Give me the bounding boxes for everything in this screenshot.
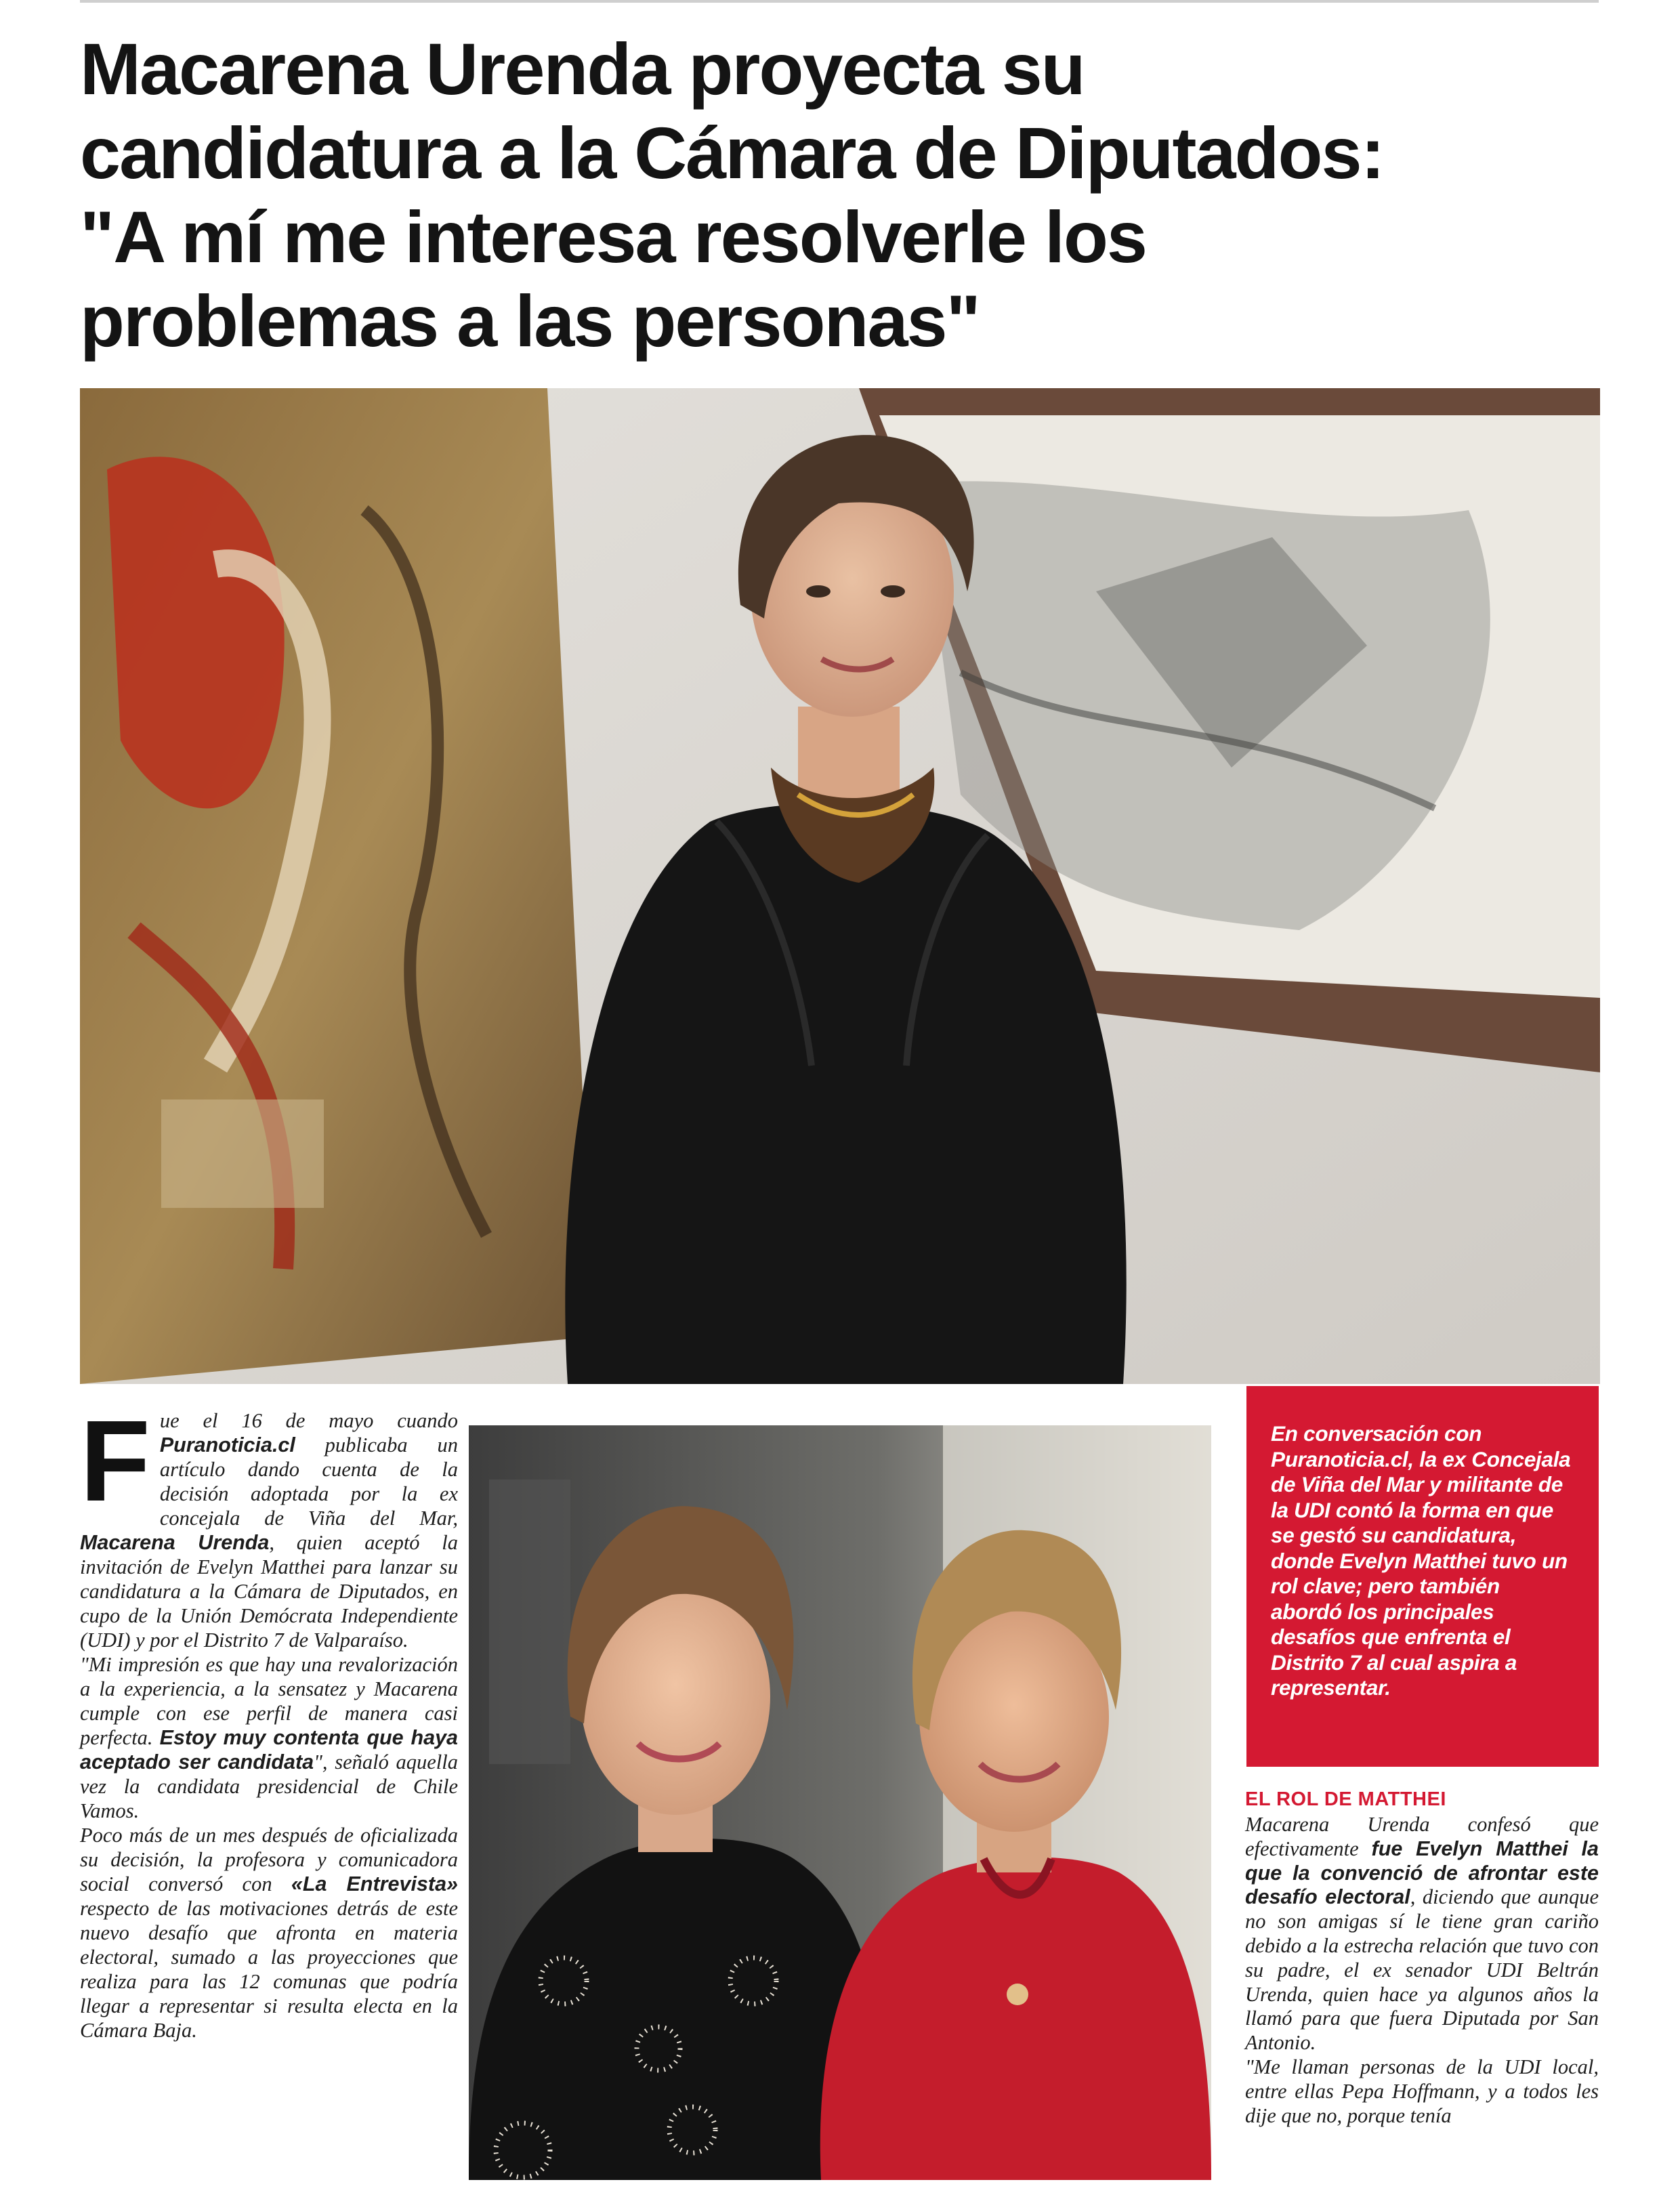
hero-photo [80,388,1600,1384]
article-paragraph-2 [80,1652,458,1823]
bold-run: «La Entrevista» [291,1872,458,1895]
second-photo-illustration [469,1425,1211,2180]
text-run: "Mi impresión es que hay una revalorización a la experiencia, a la sensatez y Macarena cumple con ese perfil de manera casi perfecta. [80,1653,458,1749]
second-photo [469,1425,1211,2180]
bold-run: Macarena Urenda [80,1531,270,1554]
headline-line: "A mí me interesa resolverle los [80,196,1146,278]
text-run: respecto de las motivaciones detrás de este nuevo desafío que afronta en materia electoral, sumado a las proyecciones que realiza para las 12 comunas que podría llegar a representar si resulta electa en la Cámara Baja. [80,1897,458,2042]
headline-line: candidatura a la Cámara de Diputados: [80,112,1384,194]
article-column-left [80,1397,459,2042]
headline-line: problemas a las personas" [80,280,980,362]
top-rule [80,0,1599,3]
text-run: ue el 16 de mayo cuando [159,1409,458,1432]
headline [80,27,1624,363]
text-run: , diciendo que aunque no son amigas sí le tiene gran cariño debido a la estrecha relación que tuvo con su padre, el ex senador UDI Beltrán Urenda, quien hace ya algunos años la llamó para que fuera Diputada por San Antonio. [1245,1885,1599,2055]
text-run: , quien aceptó la invitación de Evelyn Matthei para lanzar su candidatura a la Cámara de Diputados, en cupo de la Unión Demócrata Independiente (UDI) y por el Distrito 7 de Valparaíso. [80,1531,458,1652]
section-paragraph-1 [1245,1813,1599,2055]
callout-text: En conversación con Puranoticia.cl, la ex Concejala de Viña del Mar y militante de la UDI contó la forma en que se gestó su candidatura, donde Evelyn Matthei tuvo un rol clave; pero también abordó los principales desafíos que enfrenta el Distrito 7 al cual aspira a representar. [1271,1421,1571,1700]
article-paragraph-3 [80,1823,458,2042]
bold-run: Puranoticia.cl [159,1433,295,1456]
headline-line: Macarena Urenda proyecta su [80,28,1085,110]
text-run: publicaba un artículo dando cuenta de la decisión adoptada por la ex concejala de Viña del Mar, [159,1433,458,1530]
text-run: Poco más de un mes después de oficializada su decisión, la profesora y comunicadora social conversó con [80,1824,458,1895]
section-heading: EL ROL DE MATTHEI [1245,1788,1446,1810]
text-run: ", señaló aquella vez la candidata presidencial de Chile Vamos. [80,1751,458,1822]
dropcap: F [80,1397,150,1526]
bold-run: fue Evelyn Matthei la que la convenció de afrontar este desafío electoral [1245,1837,1599,1909]
section-paragraph-2 [1245,2055,1599,2128]
text-run: "Me llaman personas de la UDI local, entre ellas Pepa Hoffmann, y a todos les dije que no, porque tenía [1245,2055,1599,2127]
article-column-right [1245,1787,1599,2128]
hero-photo-illustration [80,388,1600,1384]
bold-run: Estoy muy contenta que haya aceptado ser candidata [80,1726,459,1774]
callout-box [1246,1386,1599,1767]
text-run: Macarena Urenda confesó que efectivamente [1245,1813,1599,1860]
